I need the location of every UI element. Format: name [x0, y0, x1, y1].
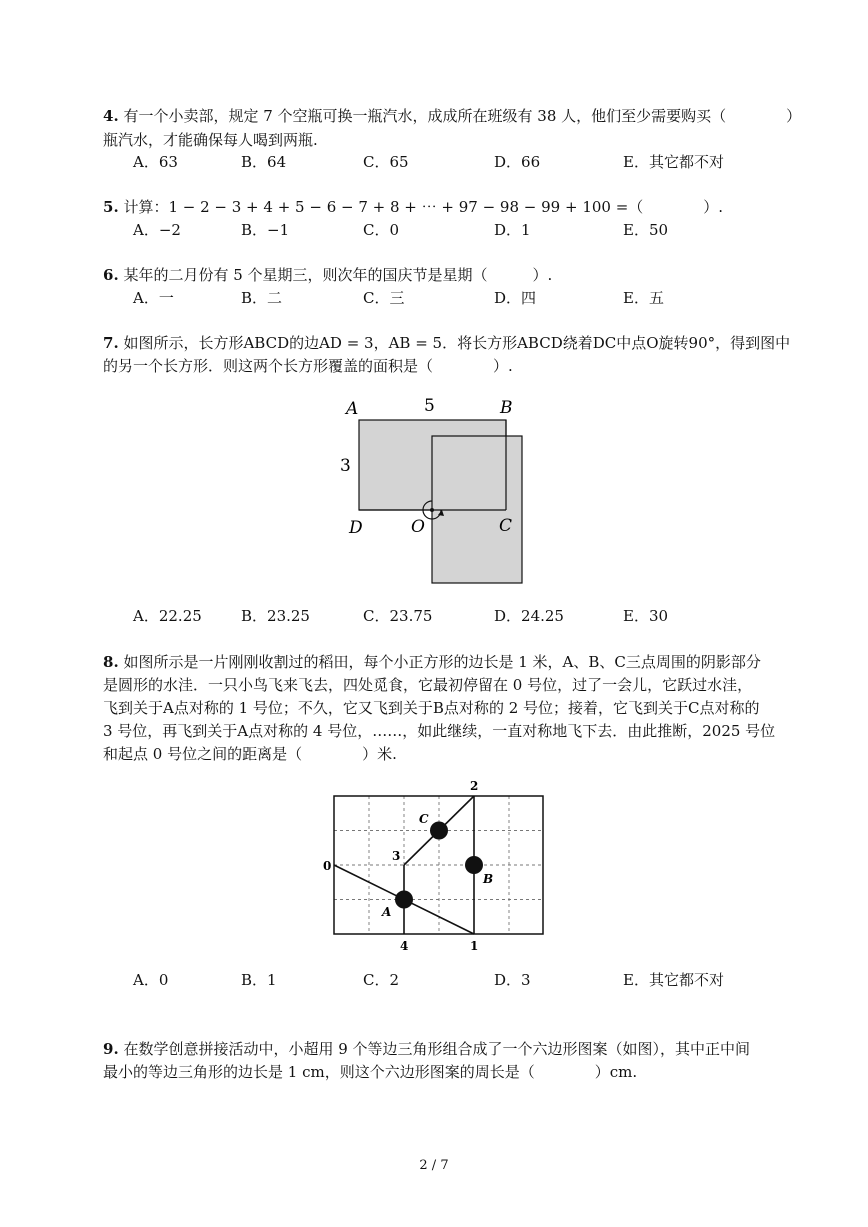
position-2-label: 2	[470, 779, 479, 793]
option-d[interactable]: D．四	[494, 289, 537, 307]
question-text: 如图所示，长方形ABCD的边AD = 3，AB = 5．将长方形ABCD绕着DC中点O旋转90°，得到图中	[123, 334, 791, 352]
option-c[interactable]: C．65	[363, 153, 409, 171]
option-d[interactable]: D．3	[494, 971, 531, 989]
question-text-cont: 的另一个长方形．则这两个长方形覆盖的面积是（ ）.	[103, 357, 513, 375]
question-text-cont: 3 号位，再飞到关于A点对称的 4 号位，……，如此继续，一直对称地飞下去．由此推断，2025 号位	[103, 722, 776, 740]
question-text-cont: 最小的等边三角形的边长是 1 cm，则这个六边形图案的周长是（ ）cm.	[103, 1063, 638, 1081]
option-e[interactable]: E．其它都不对	[623, 971, 724, 989]
center-point-o	[430, 508, 434, 512]
puddle-c	[430, 822, 448, 840]
option-b[interactable]: B．二	[241, 289, 283, 307]
option-a[interactable]: A．22.25	[133, 607, 202, 625]
question-number: 4	[103, 107, 114, 125]
option-a[interactable]: A．一	[133, 289, 174, 307]
question-number: 9	[103, 1040, 114, 1058]
question-text: 在数学创意拼接活动中，小超用 9 个等边三角形组合成了一个六边形图案（如图），其中正中间	[123, 1040, 751, 1058]
question-number: 5	[103, 198, 114, 216]
question-text-cont: 是圆形的水洼．一只小鸟飞来飞去，四处觅食，它最初停留在 0 号位，过了一会儿，它跃过水洼，	[103, 676, 753, 694]
question-text-cont: 和起点 0 号位之间的距离是（ ）米.	[103, 745, 397, 763]
option-d[interactable]: D．1	[494, 221, 531, 239]
rectangle-rotation-figure	[330, 392, 540, 592]
question-text-cont: 瓶汽水，才能确保每人喝到两瓶.	[103, 131, 318, 149]
option-d[interactable]: D．66	[494, 153, 541, 171]
option-e[interactable]: E．30	[623, 607, 669, 625]
label-top-length: 5	[424, 396, 435, 416]
option-a[interactable]: A．0	[133, 971, 169, 989]
question-text: 如图所示是一片刚刚收割过的稻田，每个小正方形的边长是 1 米，A、B、C三点周围的阴影部分	[123, 653, 761, 671]
label-o: O	[411, 517, 425, 537]
position-0-label: 0	[323, 859, 332, 873]
question-text-cont: 飞到关于A点对称的 1 号位；不久，它又飞到关于B点对称的 2 号位；接着，它飞到关于C点对称的	[103, 699, 760, 717]
rice-field-grid-figure	[318, 776, 550, 956]
puddle-b	[465, 856, 483, 874]
position-3-label: 3	[392, 849, 401, 863]
point-a-label: A	[382, 905, 392, 919]
option-c[interactable]: C．23.75	[363, 607, 433, 625]
point-c-label: C	[419, 812, 429, 826]
question-number: 6	[103, 266, 114, 284]
option-a[interactable]: A．−2	[133, 221, 181, 239]
label-side-length: 3	[340, 456, 351, 476]
page-number: 2 / 7	[419, 1158, 449, 1173]
option-e[interactable]: E．五	[623, 289, 664, 307]
position-1-label: 1	[470, 939, 479, 953]
point-b-label: B	[483, 872, 494, 886]
label-d: D	[349, 518, 363, 538]
question-text: 某年的二月份有 5 个星期三，则次年的国庆节是星期（ ）.	[123, 266, 553, 284]
question-text: 计算：1 − 2 − 3 + 4 + 5 − 6 − 7 + 8 + ⋯ + 97 − 98 − 99 + 100 =（ ）.	[123, 198, 724, 216]
option-c[interactable]: C．三	[363, 289, 405, 307]
option-c[interactable]: C．2	[363, 971, 400, 989]
option-b[interactable]: B．23.25	[241, 607, 310, 625]
option-d[interactable]: D．24.25	[494, 607, 564, 625]
option-b[interactable]: B．1	[241, 971, 277, 989]
option-e[interactable]: E．50	[623, 221, 669, 239]
question-number: 8	[103, 653, 114, 671]
label-b: B	[500, 398, 513, 418]
label-c: C	[499, 516, 513, 536]
question-text: 有一个小卖部，规定 7 个空瓶可换一瓶汽水，成成所在班级有 38 人，他们至少需要购买（ ）	[123, 107, 802, 125]
option-c[interactable]: C．0	[363, 221, 400, 239]
puddle-a	[395, 891, 413, 909]
position-4-label: 4	[400, 939, 409, 953]
label-a: A	[346, 399, 359, 419]
option-e[interactable]: E．其它都不对	[623, 153, 724, 171]
option-b[interactable]: B．−1	[241, 221, 290, 239]
option-b[interactable]: B．64	[241, 153, 287, 171]
option-a[interactable]: A．63	[133, 153, 178, 171]
question-number: 7	[103, 334, 114, 352]
